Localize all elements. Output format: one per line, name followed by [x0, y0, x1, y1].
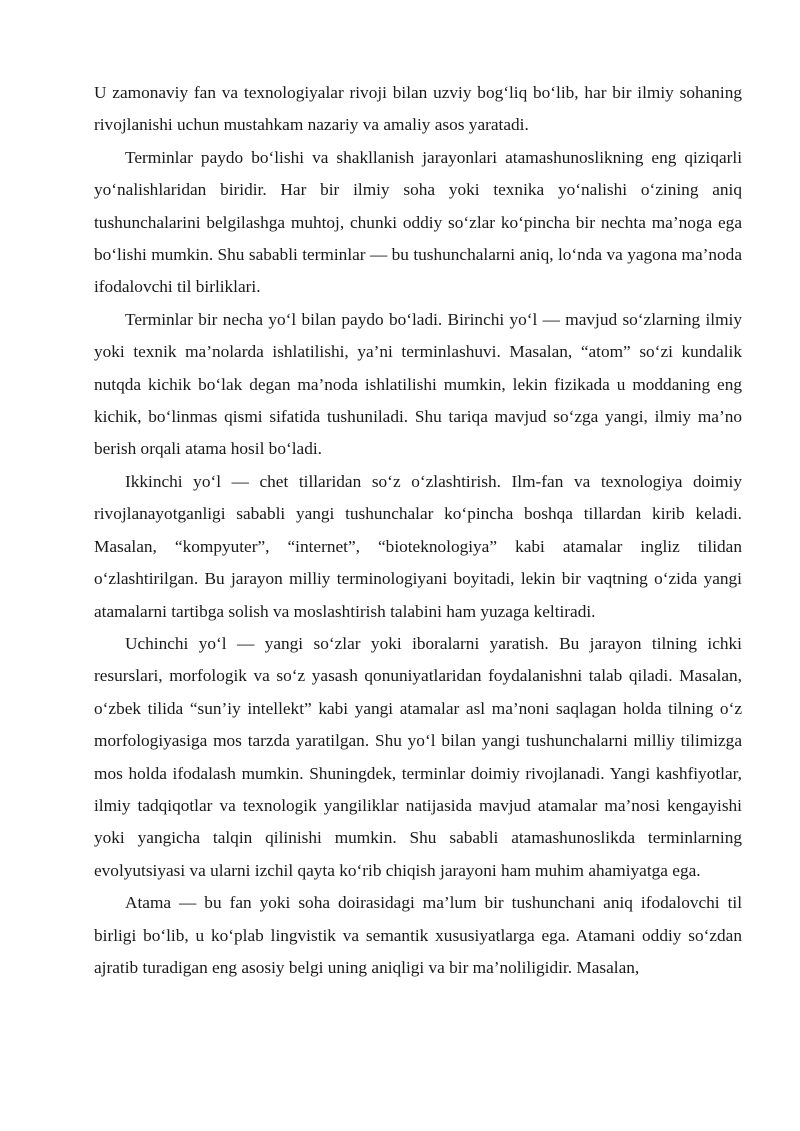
- paragraph-second-way: Ikkinchi yo‘l — chet tillaridan so‘z o‘zlashtirish. Ilm-fan va texnologiya doimiy rivojlanayotganligi sababli yangi tushunchalar ko‘pincha boshqa tillardan kirib keladi. Masalan, “kompyuter”, “internet”, “bioteknologiya” kabi atamalar ingliz tilidan o‘zlashtirilgan. Bu jarayon milliy terminologiyani boyitadi, lekin bir vaqtning o‘zida yangi atamalarni tartibga solish va moslashtirish talabini ham yuzaga keltiradi.: [94, 471, 742, 621]
- paragraph-continuation: U zamonaviy fan va texnologiyalar rivoji bilan uzviy bog‘liq bo‘lib, har bir ilmiy sohaning rivojlanishi uchun mustahkam nazariy va amaliy asos yaratadi.: [94, 83, 742, 135]
- paragraph-first-way: Terminlar bir necha yo‘l bilan paydo bo‘ladi. Birinchi yo‘l — mavjud so‘zlarning ilmiy yoki texnik ma’nolarda ishlatilishi, ya’ni terminlashuvi. Masalan, “atom” so‘zi kundalik nutqda kichik bo‘lak degan ma’noda ishlatilishi mumkin, lekin fizikada u moddaning eng kichik, bo‘linmas qismi sifatida tushuniladi. Shu tariqa mavjud so‘zga yangi, ilmiy ma’no berish orqali atama hosil bo‘ladi.: [94, 309, 742, 459]
- paragraph-terms-formation: Terminlar paydo bo‘lishi va shakllanish jarayonlari atamashunoslikning eng qiziqarli yo‘nalishlaridan biridir. Har bir ilmiy soha yoki texnika yo‘nalishi o‘zining aniq tushunchalarini belgilashga muhtoj, chunki oddiy so‘zlar ko‘pincha bir nechta ma’noga ega bo‘lishi mumkin. Shu sababli terminlar — bu tushunchalarni aniq, lo‘nda va yagona ma’noda ifodalovchi til birliklari.: [94, 147, 742, 297]
- document-page: [94, 77, 742, 984]
- paragraph-third-way: Uchinchi yo‘l — yangi so‘zlar yoki iboralarni yaratish. Bu jarayon tilning ichki resurslari, morfologik va so‘z yasash qonuniyatlaridan foydalanishni talab qiladi. Masalan, o‘zbek tilida “sun’iy intellekt” kabi yangi atamalar asl ma’noni saqlagan holda tilning o‘z morfologiyasiga mos tarzda yaratilgan. Shu yo‘l bilan yangi tushunchalarni milliy tilimizga mos holda ifodalash mumkin. Shuningdek, terminlar doimiy rivojlanadi. Yangi kashfiyotlar, ilmiy tadqiqotlar va texnologik yangiliklar natijasida mavjud atamalar ma’nosi kengayishi yoki yangicha talqin qilinishi mumkin. Shu sababli atamashunoslikda terminlarning evolyutsiyasi va ularni izchil qayta ko‘rib chiqish jarayoni ham muhim ahamiyatga ega.: [94, 633, 742, 880]
- paragraph-term-definition: Atama — bu fan yoki soha doirasidagi ma’lum bir tushunchani aniq ifodalovchi til birligi bo‘lib, u ko‘plab lingvistik va semantik xususiyatlarga ega. Atamani oddiy so‘zdan ajratib turadigan eng asosiy belgi uning aniqligi va bir ma’noliligidir. Masalan,: [94, 893, 742, 977]
